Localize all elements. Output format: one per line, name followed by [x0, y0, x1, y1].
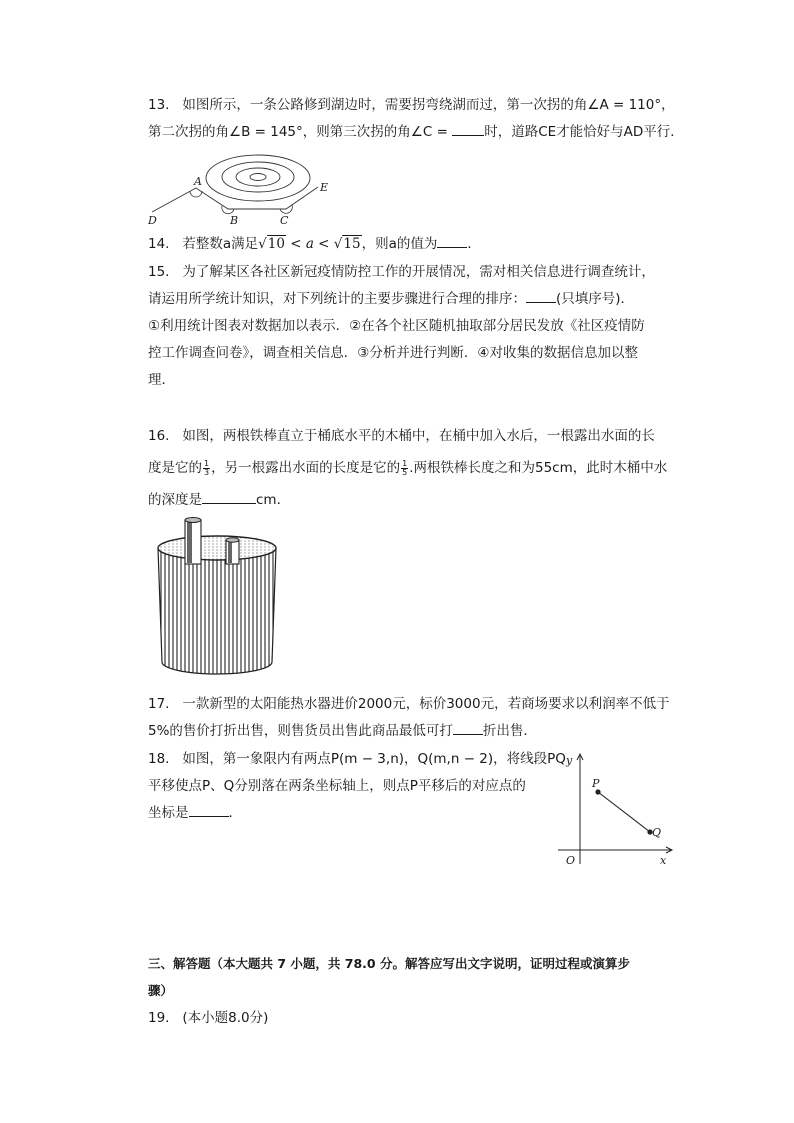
q14-text-pre: 若整数a满足	[182, 236, 259, 252]
q17-text-2b: 折出售．	[482, 723, 537, 739]
answer-blank	[526, 290, 556, 303]
radicand-2: 15	[343, 236, 361, 252]
q17-line1	[148, 694, 670, 714]
q15-line5	[148, 370, 175, 390]
q17-text-1: 一款新型的太阳能热水器进价2000元，标价3000元，若商场要求以利润率不低于	[182, 696, 670, 712]
numerator: 1	[204, 458, 210, 468]
q13-lake-figure	[146, 148, 346, 228]
rod-top	[185, 518, 201, 523]
q16-text-2b: ，另一根露出水面的长度是它的	[211, 460, 401, 476]
q15-line4	[148, 343, 638, 363]
q15-text-2b: (只填序号)．	[556, 291, 635, 307]
denominator: 5	[402, 467, 408, 477]
q13-text-1: 如图所示，一条公路修到湖边时，需要拐弯绕湖而过，第一次拐的角∠A = 110°，	[182, 97, 675, 113]
sqrt-15: √15	[333, 236, 361, 252]
q16-line3	[148, 490, 290, 510]
q13-line2	[148, 122, 684, 142]
road-path	[152, 187, 318, 212]
answer-blank	[452, 123, 484, 136]
question-number: 13.	[148, 97, 170, 113]
lake-contour-inner	[236, 168, 280, 186]
q15-line3	[148, 316, 645, 336]
label-E: E	[320, 181, 329, 194]
question-number: 18.	[148, 751, 170, 767]
bucket-body	[158, 548, 276, 674]
numerator: 1	[402, 458, 408, 468]
fraction-one-fifth	[401, 460, 408, 477]
q14-end: ．	[467, 236, 481, 252]
point-P	[595, 789, 600, 794]
rod-shade	[187, 521, 192, 563]
point-P-label: P	[592, 777, 600, 790]
question-number: 15.	[148, 264, 170, 280]
q16-line1	[148, 426, 655, 446]
q18-line2	[148, 776, 526, 796]
point-Q-label: Q	[652, 826, 662, 839]
q14-inequality: < a <	[285, 236, 334, 252]
q14-text-post: ，则a的值为	[361, 236, 438, 252]
q14-line	[148, 234, 481, 254]
q13-line1	[148, 95, 675, 115]
label-B: B	[230, 214, 239, 227]
q16-line2	[148, 458, 667, 478]
q18-text-2: 平移使点P、Q分别落在两条坐标轴上，则点P平移后的对应点的	[148, 778, 526, 794]
q18-line3	[148, 803, 242, 823]
label-A: A	[194, 175, 202, 188]
angle-arc-A	[190, 191, 202, 197]
q16-bucket-figure	[152, 516, 282, 676]
answer-blank	[437, 235, 467, 248]
section-text-1: 三、解答题（本大题共 7 小题，共 78.0 分。解答应写出文字说明，证明过程或演算步	[148, 956, 630, 971]
q18-text-3b: ．	[228, 805, 242, 821]
sqrt-10: √10	[258, 236, 285, 252]
label-D: D	[148, 214, 157, 227]
answer-blank	[189, 804, 229, 817]
origin-label: O	[566, 854, 576, 867]
angle-arc-B	[222, 206, 234, 214]
section-heading-1	[148, 954, 630, 974]
denominator: 3	[204, 467, 210, 477]
q17-line2	[148, 721, 537, 741]
rod-top	[226, 538, 239, 542]
question-number: 19.	[148, 1010, 170, 1026]
q15-text-4: 控工作调查问卷》，调查相关信息．③分析并进行判断．④对收集的数据信息加以整	[148, 345, 638, 361]
iron-rod-short	[226, 540, 239, 564]
water-surface	[158, 536, 276, 560]
q18-text-1: 如图，第一象限内有两点P(m − 3,n)，Q(m,n − 2)，将线段PQ	[182, 751, 566, 767]
fraction-one-third	[203, 460, 210, 477]
q15-text-2a: 请运用所学统计知识，对下列统计的主要步骤进行合理的排序：	[148, 291, 526, 307]
q19-line	[148, 1008, 268, 1028]
q13-text-2b: 时，道路CE才能恰好与AD平行．	[484, 124, 684, 140]
q18-text-3a: 坐标是	[148, 805, 189, 821]
q16-text-1: 如图，两根铁棒直立于桶底水平的木桶中，在桶中加入水后，一根露出水面的长	[182, 428, 655, 444]
question-number: 14.	[148, 236, 170, 252]
question-number: 17.	[148, 696, 170, 712]
q15-line1	[148, 262, 655, 282]
rod-shade	[228, 541, 232, 563]
q19-text: (本小题8.0分)	[182, 1010, 269, 1026]
q15-text-5: 理．	[148, 372, 175, 388]
q13-text-2a: 第二次拐的角∠B = 145°，则第三次拐的角∠C =	[148, 124, 453, 140]
lake-contour-core	[250, 174, 266, 181]
q16-text-2a: 度是它的	[148, 460, 202, 476]
answer-blank	[202, 491, 256, 504]
lake-contour-mid	[222, 162, 294, 192]
section-text-2: 骤）	[148, 983, 174, 998]
q16-text-2c: .两根铁棒长度之和为55cm，此时木桶中水	[409, 460, 668, 476]
segment-PQ	[598, 792, 650, 832]
label-C: C	[280, 214, 289, 227]
q15-line2	[148, 289, 634, 309]
q15-text-3: ①利用统计图表对数据加以表示．②在各个社区随机抽取部分居民发放《社区疫情防	[148, 318, 645, 334]
q18-coordinate-figure	[552, 750, 682, 870]
y-axis-label: y	[566, 754, 573, 767]
q16-text-3a: 的深度是	[148, 492, 202, 508]
q15-text-1: 为了解某区各社区新冠疫情防控工作的开展情况，需对相关信息进行调查统计，	[182, 264, 655, 280]
x-axis-label: x	[660, 854, 667, 867]
question-number: 16.	[148, 428, 170, 444]
section-heading-2	[148, 981, 173, 1001]
q16-text-3b: cm．	[256, 492, 291, 508]
answer-blank	[453, 722, 483, 735]
radicand-1: 10	[267, 236, 285, 252]
q17-text-2a: 5%的售价打折出售，则售货员出售此商品最低可打	[148, 723, 453, 739]
q18-line1	[148, 749, 566, 769]
